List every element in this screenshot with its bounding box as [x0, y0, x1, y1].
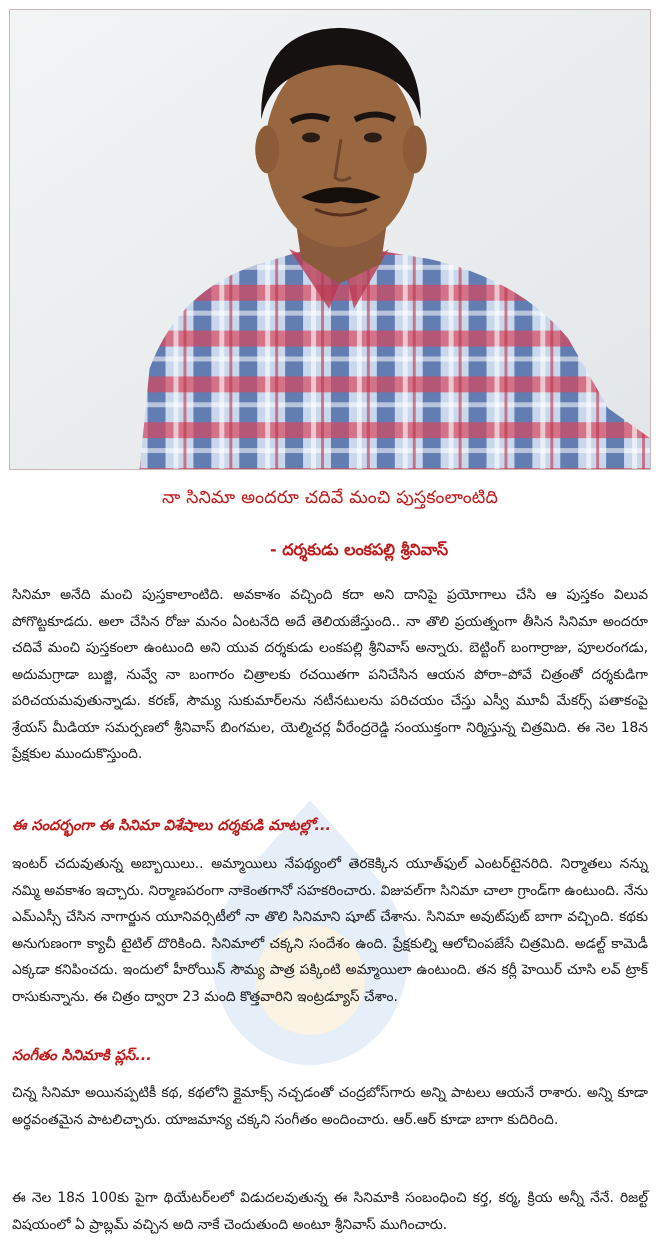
article-photo — [9, 9, 651, 470]
article-byline: - దర్శకుడు లంకపల్లి శ్రీనివాస్ — [270, 540, 449, 559]
paragraph-release: ఈ నెల 18న 100కు పైగా థియేటర్‌లలో విడుదలవుతున్న ఈ సినిమాకి సంబంధించి కర్త, కర్మ, క్రియ అన్నీ నేనే. రిజల్ట్ విషయంలో ఏ ప్రాబ్లమ్ వచ్చిన అది నాకే చెందుతుంది అంటూ శ్రీనివాస్ ముగించారు. — [12, 1190, 648, 1233]
subhead-director-words: ఈ సందర్భంగా ఈ సినిమా విశేషాలు దర్శకుడి మాటల్లో... — [12, 818, 332, 834]
paragraph-intro: సినిమా అనేది మంచి పుస్తకాలాంటిది. అవకాశం వచ్చింది కదా అని దానిపై ప్రయోగాలు చేసి ఆ పుస్తకం విలువ పోగొట్టకూడదు. అలా చేసిన రోజు మనం ఏంటనేది అదే తెలియజేస్తుంది.. నా తొలి ప్రయత్నంగా తీసిన సినిమా అందరూ చదివే మంచి పుస్తకంలా ఉంటుంది అని యువ దర్శకుడు లంకపల్లి శ్రీనివాస్ అన్నారు. బెట్టింగ్ బంగార్రాజు, పూలరంగడు, అదుమగ్రాడా బుజ్జి, నువ్వే నా బంగారం చిత్రాలకు రచయితగా పనిచేసిన ఆయన పోరా–పోవే చిత్రంతో దర్శకుడిగా పరిచయమవుతున్నాడు. కరణ్, సౌమ్య సుకుమార్‌లను నటీనటులను పరిచయం చేస్తు ఎస్వీ మూవీ మేకర్స్ పతాకంపై శ్రేయస్ మీడియా సమర్పణలో శ్రీనివాస్ బింగమల, యెల్మిచర్ల వీరేంద్రరెడ్డి సంయుక్తంగా నిర్మిస్తున్న చిత్రమిది. ఈ నెల 18న ప్రేక్షకుల ముందుకొస్తుంది. — [12, 587, 648, 762]
paragraph-music: చిన్న సినిమా అయినప్పటికీ కథ, కథలోని క్లైమాక్స్ నచ్చడంతో చంద్రబోస్‌గారు అన్ని పాటలు ఆయనే రాశారు. అన్ని కూడా అర్థవంతమైన పాటలిచ్చారు. యాజమాన్య చక్కని సంగీతం అందించారు. ఆర్.ఆర్ కూడా బాగా కుదిరింది. — [12, 1085, 648, 1128]
portrait-image — [10, 10, 650, 469]
subhead-music: సంగీతం సినిమాకి ప్లస్... — [12, 1048, 152, 1064]
article-headline: నా సినిమా అందరూ చదివే మంచి పుస్తకంలాంటిది — [161, 488, 499, 508]
paragraph-film-details: ఇంటర్ చదువుతున్న అబ్బాయిలు.. అమ్మాయిలు నేపథ్యంలో తెరకెక్కిన యూత్‌ఫుల్ ఎంటర్‌టైనరిది. నిర్మాతలు నన్ను నమ్మి అవకాశం ఇచ్చారు. నిర్మాణపరంగా నాకెంతగానో సహకరించారు. విజువల్‌గా సినిమా చాలా గ్రాండ్‌గా ఉంటుంది. నేను ఎమ్ఎస్సీ చేసిన నాగార్జున యూనివర్సిటీలో నా తొలి సినిమాని షూట్ చేశాను. సినిమా అవుట్‌పుట్ బాగా వచ్చింది. కథకు అనుగుణంగా క్యాచీ టైటిల్ దొరికింది. సినిమాలో చక్కని సందేశం ఉంది. ప్రేక్షకుల్ని ఆలోచింపజేసే చిత్రమిది. అడల్ట్ కామెడీ ఎక్కడా కనిపించదు. ఇందులో హీరోయిన్ సౌమ్య పాత్ర పక్కింటి అమ్మాయిలా ఉంటుంది. తన కర్లీ హెయిర్ చూసి లవ్ ట్రాక్ రాసుకున్నాను. ఈ చిత్రం ద్వారా 23 మంది కొత్తవారిని ఇంట్రడ్యూస్ చేశాం. — [12, 856, 648, 1005]
